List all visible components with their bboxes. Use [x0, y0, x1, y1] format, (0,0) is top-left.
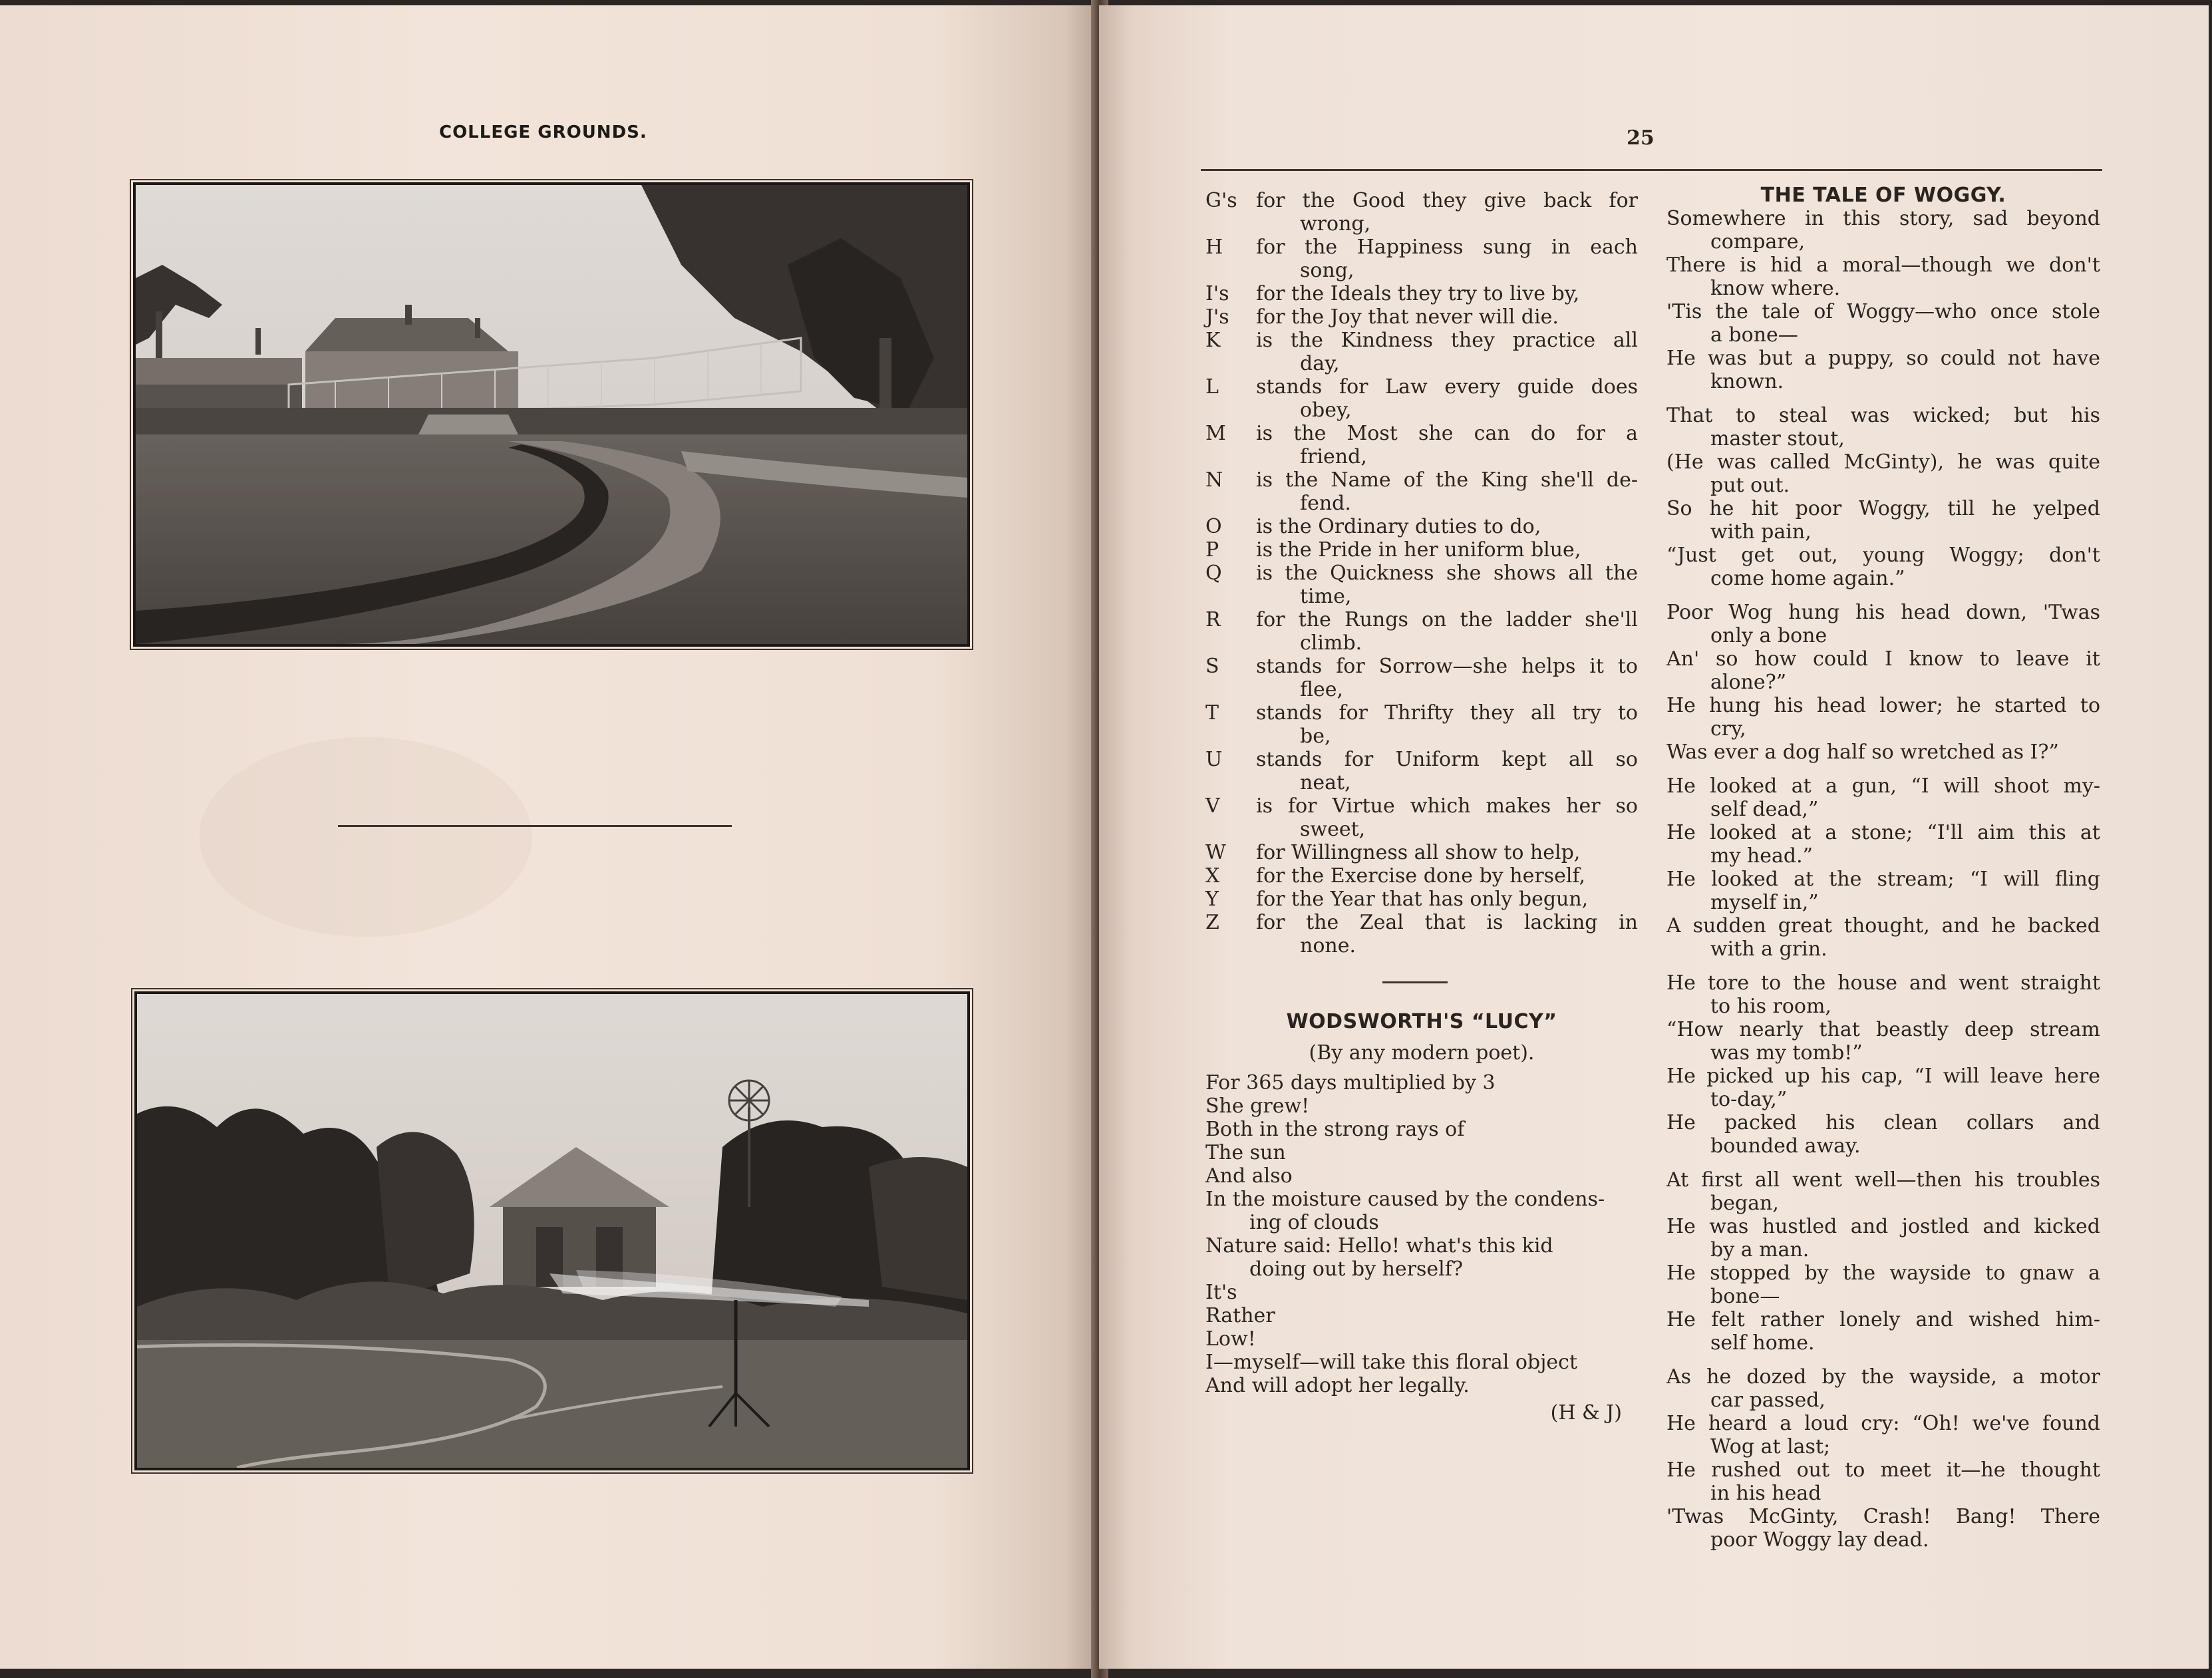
tale-line-continued: myself in,”	[1710, 891, 1819, 914]
poem-line-text: Both in the strong rays of	[1205, 1118, 1465, 1141]
college-grounds-photo-garden	[134, 991, 970, 1470]
tale-line-continued: began,	[1710, 1192, 1779, 1215]
alphabet-letter: R	[1205, 608, 1221, 631]
alphabet-text: is the Pride in her uniform blue,	[1256, 538, 1581, 562]
alphabet-entry	[1205, 515, 1638, 538]
alphabet-entry	[1205, 538, 1638, 562]
poem-signature: (H & J)	[1550, 1401, 1622, 1425]
alphabet-entry	[1205, 189, 1638, 236]
poem-line-text: Nature said: Hello! what's this kid	[1205, 1234, 1553, 1258]
alphabet-entry	[1205, 748, 1638, 794]
tale-line-continued: only a bone	[1710, 624, 1827, 647]
poem-line-text: In the moisture caused by the condens-	[1205, 1188, 1605, 1211]
alphabet-entry	[1205, 329, 1638, 375]
tale-line: (He was called McGinty), he was quite	[1666, 450, 2100, 474]
left-column	[1205, 189, 1638, 1425]
alphabet-text-continued: fend.	[1300, 492, 1351, 515]
alphabet-entry	[1205, 375, 1638, 422]
alphabet-letter: G's	[1205, 189, 1237, 212]
poem-body	[1205, 1071, 1638, 1397]
poem-line	[1205, 1281, 1638, 1304]
alphabet-letter: Y	[1205, 888, 1219, 911]
paper-stain	[200, 737, 532, 937]
tale-line-continued: in his head	[1710, 1482, 1821, 1505]
section-divider	[1382, 981, 1448, 983]
alphabet-text: is the Quickness she shows all the	[1256, 562, 1638, 585]
tale-stanza	[1666, 404, 2100, 590]
tale-line: He looked at the stream; “I will fling	[1666, 868, 2100, 891]
tale-line-continued: self home.	[1710, 1331, 1815, 1355]
tale-line: Somewhere in this story, sad beyond	[1666, 207, 2100, 230]
alphabet-text: for the Zeal that is lacking in	[1256, 911, 1638, 934]
tale-line: He tore to the house and went straight	[1666, 971, 2100, 995]
alphabet-letter: X	[1205, 864, 1220, 888]
alphabet-entry	[1205, 888, 1638, 911]
poem-line-text: She grew!	[1205, 1094, 1310, 1118]
page-heading: COLLEGE GROUNDS.	[439, 122, 647, 142]
alphabet-text: is the Most she can do for a	[1256, 422, 1638, 445]
poem-subtitle: (By any modern poet).	[1309, 1041, 1535, 1065]
alphabet-entry	[1205, 282, 1638, 305]
alphabet-text: is the Ordinary duties to do,	[1256, 515, 1541, 538]
alphabet-entry	[1205, 562, 1638, 608]
poem-line	[1205, 1304, 1638, 1327]
alphabet-letter: M	[1205, 422, 1226, 445]
alphabet-letter: P	[1205, 538, 1219, 562]
alphabet-letter: V	[1205, 794, 1220, 818]
poem-line-text: And also	[1205, 1164, 1293, 1188]
tale-body	[1666, 207, 2100, 1552]
tale-stanza	[1666, 971, 2100, 1158]
tale-line: He picked up his cap, “I will leave here	[1666, 1065, 2100, 1088]
alphabet-entry	[1205, 422, 1638, 468]
tale-line-continued: was my tomb!”	[1710, 1041, 1863, 1065]
alphabet-text: for the Year that has only begun,	[1256, 888, 1589, 911]
alphabet-text: stands for Uniform kept all so	[1256, 748, 1638, 771]
tale-line: “Just get out, young Woggy; don't	[1666, 544, 2100, 567]
header-rule	[1201, 169, 2102, 171]
tale-line: Poor Wog hung his head down, 'Twas	[1666, 601, 2100, 624]
tale-line: He hung his head lower; he started to	[1666, 694, 2100, 717]
right-column	[1666, 184, 2100, 1552]
tale-line: Was ever a dog half so wretched as I?”	[1666, 741, 2059, 764]
tale-line-continued: Wog at last;	[1710, 1435, 1831, 1458]
tale-line-continued: cry,	[1710, 717, 1746, 741]
alphabet-letter: U	[1205, 748, 1223, 771]
tale-line-continued: by a man.	[1710, 1238, 1810, 1261]
tale-stanza	[1666, 601, 2100, 764]
poem-line-continued: doing out by herself?	[1249, 1258, 1463, 1281]
alphabet-entry	[1205, 841, 1638, 864]
alphabet-text-continued: friend,	[1300, 445, 1367, 468]
page-number: 25	[1627, 126, 1655, 150]
tale-line: At first all went well—then his troubles	[1666, 1168, 2100, 1192]
tale-line: There is hid a moral—though we don't	[1666, 253, 2100, 277]
tale-line-continued: bone—	[1710, 1285, 1780, 1308]
alphabet-entry	[1205, 305, 1638, 329]
alphabet-letter: O	[1205, 515, 1222, 538]
alphabet-text-continued: wrong,	[1300, 212, 1371, 236]
alphabet-entry	[1205, 701, 1638, 748]
tale-line: He rushed out to meet it—he thought	[1666, 1458, 2100, 1482]
alphabet-text-continued: neat,	[1300, 771, 1351, 794]
alphabet-text-continued: none.	[1300, 934, 1356, 957]
tale-line: As he dozed by the wayside, a motor	[1666, 1365, 2100, 1389]
poem-line	[1205, 1374, 1638, 1397]
alphabet-list	[1205, 189, 1638, 957]
alphabet-text-continued: sweet,	[1300, 818, 1366, 841]
poem-line	[1205, 1164, 1638, 1188]
alphabet-letter: L	[1205, 375, 1219, 399]
alphabet-letter: Q	[1205, 562, 1222, 585]
poem-line-text: Low!	[1205, 1327, 1256, 1351]
left-page	[0, 5, 1098, 1669]
alphabet-letter: K	[1205, 329, 1221, 352]
alphabet-text-continued: climb.	[1300, 631, 1362, 655]
tale-line-continued: self dead,”	[1710, 798, 1819, 821]
tale-stanza	[1666, 207, 2100, 393]
alphabet-letter: H	[1205, 236, 1223, 259]
alphabet-entry	[1205, 794, 1638, 841]
alphabet-entry	[1205, 655, 1638, 701]
tale-line: That to steal was wicked; but his	[1666, 404, 2100, 427]
alphabet-entry	[1205, 864, 1638, 888]
poem-line-text: It's	[1205, 1281, 1237, 1304]
poem-line-text: The sun	[1205, 1141, 1286, 1164]
poem-line	[1205, 1094, 1638, 1118]
building-photo-image	[136, 185, 967, 644]
tale-line-continued: compare,	[1710, 230, 1806, 253]
tale-stanza	[1666, 774, 2100, 961]
tale-line: He felt rather lonely and wished him-	[1666, 1308, 2100, 1331]
tale-line: “How nearly that beastly deep stream	[1666, 1018, 2100, 1041]
tale-line-continued: poor Woggy lay dead.	[1710, 1528, 1929, 1552]
tale-line-continued: a bone—	[1710, 323, 1798, 347]
poem-line	[1205, 1234, 1638, 1281]
tale-line-continued: bounded away.	[1710, 1134, 1861, 1158]
alphabet-text: for the Good they give back for	[1256, 189, 1638, 212]
poem-line	[1205, 1188, 1638, 1234]
poem-line	[1205, 1071, 1638, 1094]
alphabet-letter: I's	[1205, 282, 1229, 305]
tale-line-continued: know where.	[1710, 277, 1841, 300]
alphabet-text: for the Exercise done by herself,	[1256, 864, 1585, 888]
tale-line: He stopped by the wayside to gnaw a	[1666, 1261, 2100, 1285]
poem-line-text: For 365 days multiplied by 3	[1205, 1071, 1496, 1094]
tale-line: He was but a puppy, so could not have	[1666, 347, 2100, 370]
tale-line-continued: with pain,	[1710, 520, 1812, 544]
poem-line-text: I—myself—will take this floral object	[1205, 1351, 1578, 1374]
alphabet-entry	[1205, 468, 1638, 515]
alphabet-text: for the Rungs on the ladder she'll	[1256, 608, 1638, 631]
alphabet-text-continued: time,	[1300, 585, 1352, 608]
tale-line-continued: with a grin.	[1710, 937, 1827, 961]
poem-line-text: Rather	[1205, 1304, 1275, 1327]
alphabet-entry	[1205, 236, 1638, 282]
tale-line-continued: known.	[1710, 370, 1784, 393]
tale-line: He looked at a stone; “I'll aim this at	[1666, 821, 2100, 844]
alphabet-text-continued: flee,	[1300, 678, 1344, 701]
tale-title: THE TALE OF WOGGY.	[1760, 184, 2006, 207]
poem-line	[1205, 1118, 1638, 1141]
alphabet-entry	[1205, 911, 1638, 957]
alphabet-text: for the Ideals they try to live by,	[1256, 282, 1580, 305]
tale-line-continued: to his room,	[1710, 995, 1831, 1018]
alphabet-entry	[1205, 608, 1638, 655]
tale-line: He looked at a gun, “I will shoot my-	[1666, 774, 2100, 798]
alphabet-text: is the Name of the King she'll de-	[1256, 468, 1638, 492]
garden-photo-image	[137, 994, 967, 1468]
alphabet-letter: T	[1205, 701, 1219, 725]
tale-line: 'Tis the tale of Woggy—who once stole	[1666, 300, 2100, 323]
alphabet-letter: J's	[1205, 305, 1229, 329]
tale-line-continued: to-day,”	[1710, 1088, 1788, 1111]
alphabet-text: for the Happiness sung in each	[1256, 236, 1638, 259]
college-grounds-photo-building	[133, 182, 970, 647]
tale-line: He heard a loud cry: “Oh! we've found	[1666, 1412, 2100, 1435]
alphabet-text: is the Kindness they practice all	[1256, 329, 1638, 352]
tale-line: 'Twas McGinty, Crash! Bang! There	[1666, 1505, 2100, 1528]
alphabet-letter: S	[1205, 655, 1219, 678]
tale-line: He was hustled and jostled and kicked	[1666, 1215, 2100, 1238]
tale-line-continued: put out.	[1710, 474, 1790, 497]
alphabet-text: stands for Thrifty they all try to	[1256, 701, 1638, 725]
tale-line-continued: my head.”	[1710, 844, 1813, 868]
alphabet-text: for the Joy that never will die.	[1256, 305, 1559, 329]
tale-stanza	[1666, 1168, 2100, 1355]
tale-line-continued: master stout,	[1710, 427, 1845, 450]
poem-line-text: And will adopt her legally.	[1205, 1374, 1470, 1397]
poem-line	[1205, 1141, 1638, 1164]
alphabet-letter: N	[1205, 468, 1223, 492]
alphabet-text-continued: song,	[1300, 259, 1354, 282]
alphabet-text-continued: day,	[1300, 352, 1340, 375]
alphabet-letter: W	[1205, 841, 1226, 864]
tale-line: A sudden great thought, and he backed	[1666, 914, 2100, 937]
divider-rule	[338, 825, 732, 827]
poem-line	[1205, 1351, 1638, 1374]
tale-line-continued: car passed,	[1710, 1389, 1825, 1412]
alphabet-text: for Willingness all show to help,	[1256, 841, 1581, 864]
tale-line: An' so how could I know to leave it	[1666, 647, 2100, 671]
alphabet-letter: Z	[1205, 911, 1219, 934]
tale-line: So he hit poor Woggy, till he yelped	[1666, 497, 2100, 520]
tale-line: He packed his clean collars and	[1666, 1111, 2100, 1134]
alphabet-text: is for Virtue which makes her so	[1256, 794, 1638, 818]
alphabet-text: stands for Sorrow—she helps it to	[1256, 655, 1638, 678]
alphabet-text-continued: be,	[1300, 725, 1331, 748]
poem-title: WODSWORTH'S “LUCY”	[1286, 1010, 1557, 1033]
alphabet-text: stands for Law every guide does	[1256, 375, 1638, 399]
alphabet-text-continued: obey,	[1300, 399, 1352, 422]
poem-line	[1205, 1327, 1638, 1351]
tale-stanza	[1666, 1365, 2100, 1552]
poem-line-continued: ing of clouds	[1249, 1211, 1379, 1234]
tale-line-continued: alone?”	[1710, 671, 1787, 694]
tale-line-continued: come home again.”	[1710, 567, 1905, 590]
